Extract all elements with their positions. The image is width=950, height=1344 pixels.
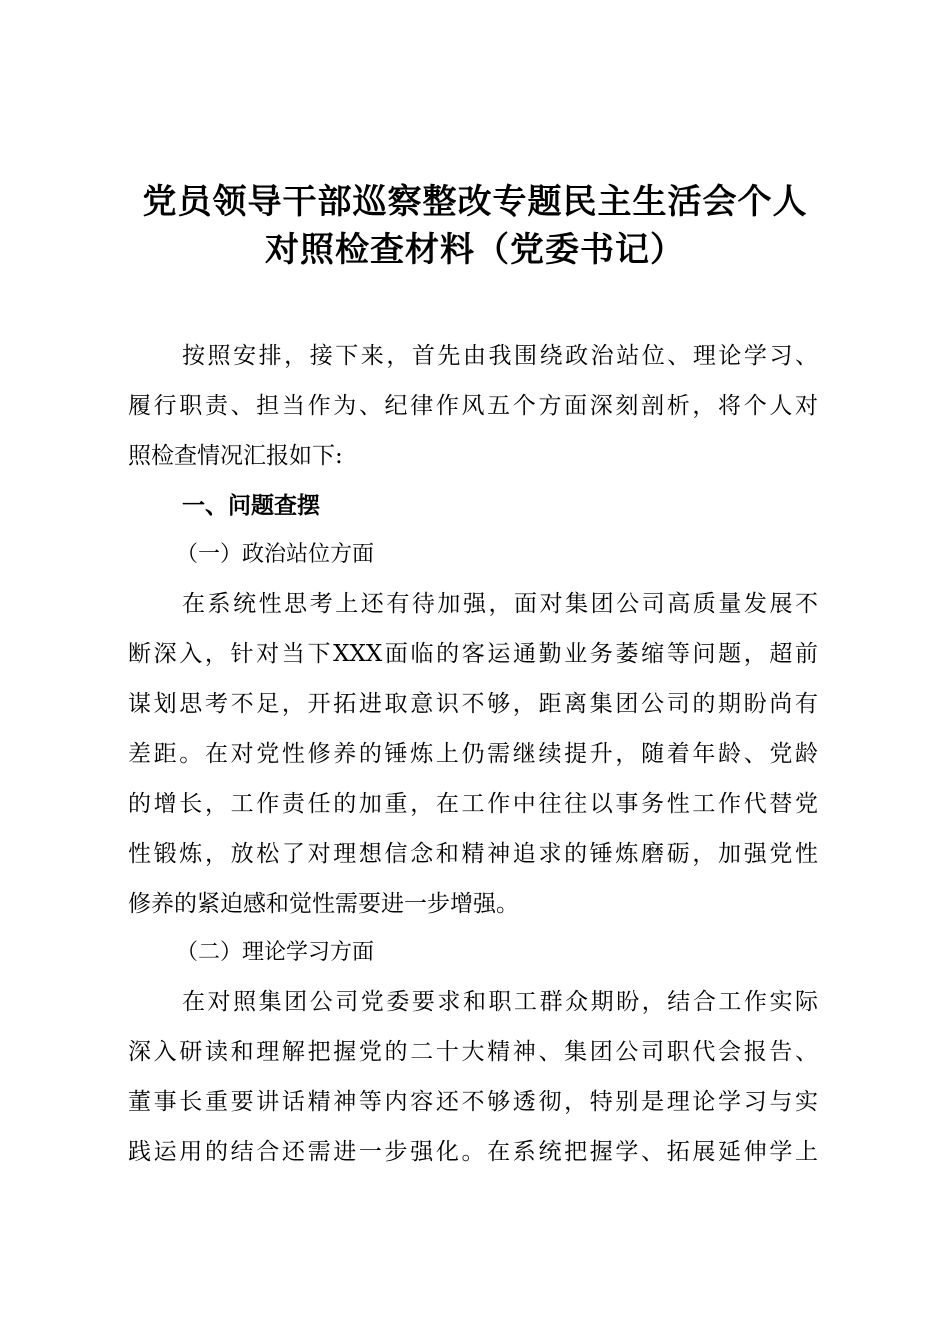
document-title-line-2: 对照检查材料（党委书记） xyxy=(265,230,685,270)
paragraph-line: 董事长重要讲话精神等内容还不够透彻，特别是理论学习与实 xyxy=(128,1089,818,1115)
paragraph-line: 谋划思考不足，开拓进取意识不够，距离集团公司的期盼尚有 xyxy=(128,691,818,717)
paragraph-line: 践运用的结合还需进一步强化。在系统把握学、拓展延伸学上 xyxy=(128,1139,818,1165)
paragraph-line: 的增长，工作责任的加重，在工作中往往以事务性工作代替党 xyxy=(128,791,818,817)
paragraph-line: 断深入，针对当下XXX面临的客运通勤业务萎缩等问题，超前 xyxy=(128,641,818,667)
intro-line-1: 按照安排，接下来，首先由我围绕政治站位、理论学习、 xyxy=(182,343,818,369)
paragraph-line: 性锻炼，放松了对理想信念和精神追求的锤炼磨砺，加强党性 xyxy=(128,841,818,867)
paragraph-line: 修养的紧迫感和觉性需要进一步增强。 xyxy=(128,891,519,917)
intro-line-3: 照检查情况汇报如下: xyxy=(128,443,343,469)
intro-line-2: 履行职责、担当作为、纪律作风五个方面深刻剖析，将个人对 xyxy=(128,393,818,419)
document-title-line-1: 党员领导干部巡察整改专题民主生活会个人 xyxy=(142,182,808,222)
paragraph-line: 在系统性思考上还有待加强，面对集团公司高质量发展不 xyxy=(182,591,818,617)
paragraph-line: 深入研读和理解把握党的二十大精神、集团公司职代会报告、 xyxy=(128,1039,818,1065)
subsection-heading-political: （一）政治站位方面 xyxy=(176,542,375,567)
paragraph-line: 差距。在对党性修养的锤炼上仍需继续提升，随着年龄、党龄 xyxy=(128,741,818,767)
subsection-heading-theory: （二）理论学习方面 xyxy=(176,940,375,965)
section-heading-problems: 一、问题查摆 xyxy=(182,493,320,519)
paragraph-line: 在对照集团公司党委要求和职工群众期盼，结合工作实际 xyxy=(182,989,818,1015)
